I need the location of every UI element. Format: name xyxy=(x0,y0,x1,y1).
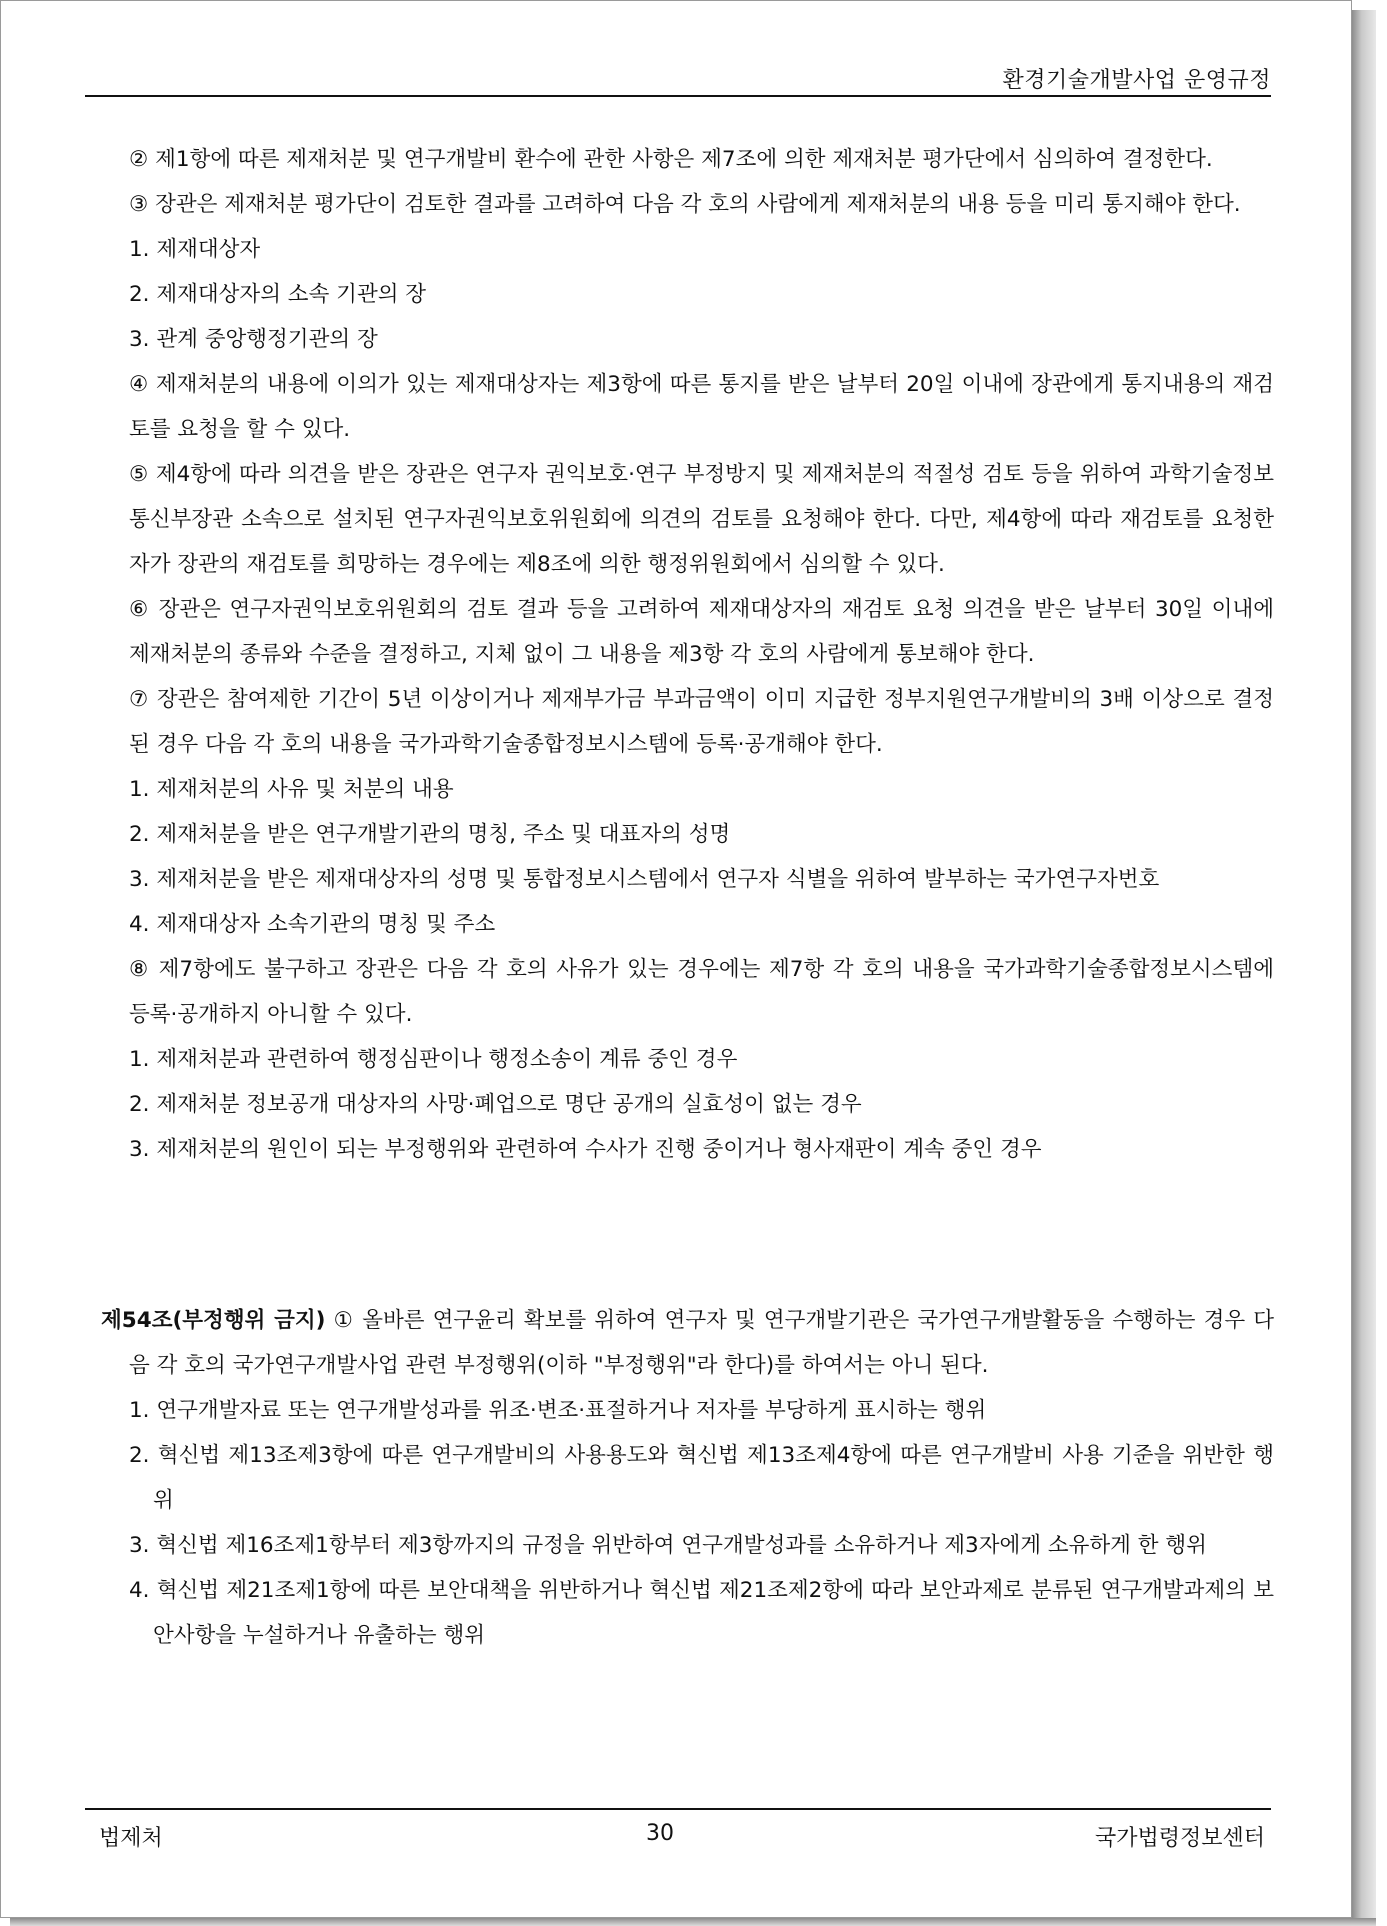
footer-publisher: 법제처 xyxy=(99,1826,163,1851)
list-item: 3. 혁신법 제16조제1항부터 제3항까지의 규정을 위반하여 연구개발성과를 소유하거나 제3자에게 소유하게 한 행위 xyxy=(129,1533,1207,1558)
article-54-body xyxy=(101,1298,1274,1658)
list-item: 4. 혁신법 제21조제1항에 따른 보안대책을 위반하거나 혁신법 제21조제2항에 따라 보안과제로 분류된 연구개발과제의 보안사항을 누설하거나 유출하는 행위 xyxy=(129,1578,1274,1648)
footer-divider xyxy=(85,1808,1271,1810)
list-item: 1. 제재처분과 관련하여 행정심판이나 행정소송이 계류 중인 경우 xyxy=(129,1047,738,1072)
paragraph-8: ⑧ 제7항에도 불구하고 장관은 다음 각 호의 사유가 있는 경우에는 제7항 각 호의 내용을 국가과학기술종합정보시스템에 등록·공개하지 아니할 수 있다. xyxy=(129,957,1274,1027)
article-54-lead-text: ① 올바른 연구윤리 확보를 위하여 연구자 및 연구개발기관은 국가연구개발활동을 수행하는 경우 다음 각 호의 국가연구개발사업 관련 부정행위(이하 "부정행위"라 한다)를 하여서는 아니 된다. xyxy=(129,1308,1274,1378)
article-54-title: 제54조(부정행위 금지) xyxy=(101,1308,326,1333)
paragraph-2: ② 제1항에 따른 제재처분 및 연구개발비 환수에 관한 사항은 제7조에 의한 제재처분 평가단에서 심의하여 결정한다. xyxy=(129,147,1213,172)
list-item: 1. 제재대상자 xyxy=(129,237,261,262)
article-54-lead xyxy=(101,1298,1274,1388)
header-title: 환경기술개발사업 운영규정 xyxy=(1002,68,1271,93)
header-divider xyxy=(85,95,1271,97)
list-item: 3. 관계 중앙행정기관의 장 xyxy=(129,327,378,352)
list-item: 4. 제재대상자 소속기관의 명칭 및 주소 xyxy=(129,912,496,937)
paragraph-4: ④ 제재처분의 내용에 이의가 있는 제재대상자는 제3항에 따른 통지를 받은 날부터 20일 이내에 장관에게 통지내용의 재검토를 요청을 할 수 있다. xyxy=(129,372,1274,442)
page-number: 30 xyxy=(646,1821,674,1846)
article-54-items xyxy=(101,1388,1274,1658)
list-item: 1. 연구개발자료 또는 연구개발성과를 위조·변조·표절하거나 저자를 부당하게 표시하는 행위 xyxy=(129,1398,987,1423)
paragraph-6: ⑥ 장관은 연구자권익보호위원회의 검토 결과 등을 고려하여 제재대상자의 재검토 요청 의견을 받은 날부터 30일 이내에 제재처분의 종류와 수준을 결정하고, 지체 없이 그 내용을 제3항 각 호의 사람에게 통보해야 한다. xyxy=(129,597,1274,667)
list-item: 2. 혁신법 제13조제3항에 따른 연구개발비의 사용용도와 혁신법 제13조제4항에 따른 연구개발비 사용 기준을 위반한 행위 xyxy=(129,1443,1274,1513)
paragraph-5: ⑤ 제4항에 따라 의견을 받은 장관은 연구자 권익보호·연구 부정방지 및 제재처분의 적절성 검토 등을 위하여 과학기술정보통신부장관 소속으로 설치된 연구자권익보호위원회에 의견의 검토를 요청해야 한다. 다만, 제4항에 따라 재검토를 요청한 자가 장관의 재검토를 희망하는 경우에는 제8조에 의한 행정위원회에서 심의할 수 있다. xyxy=(129,462,1274,577)
list-item: 1. 제재처분의 사유 및 처분의 내용 xyxy=(129,777,454,802)
footer-source: 국가법령정보센터 xyxy=(1094,1826,1265,1851)
paragraph-3: ③ 장관은 제재처분 평가단이 검토한 결과를 고려하여 다음 각 호의 사람에게 제재처분의 내용 등을 미리 통지해야 한다. xyxy=(129,192,1241,217)
paragraph-7: ⑦ 장관은 참여제한 기간이 5년 이상이거나 제재부가금 부과금액이 이미 지급한 정부지원연구개발비의 3배 이상으로 결정된 경우 다음 각 호의 내용을 국가과학기술종합정보시스템에 등록·공개해야 한다. xyxy=(129,687,1274,757)
page-shadow xyxy=(1352,10,1376,1922)
list-item: 3. 제재처분의 원인이 되는 부정행위와 관련하여 수사가 진행 중이거나 형사재판이 계속 중인 경우 xyxy=(129,1137,1042,1162)
list-item: 2. 제재처분 정보공개 대상자의 사망·폐업으로 명단 공개의 실효성이 없는 경우 xyxy=(129,1092,862,1117)
list-item: 2. 제재처분을 받은 연구개발기관의 명칭, 주소 및 대표자의 성명 xyxy=(129,822,731,847)
section-53-body xyxy=(129,137,1274,1172)
page-shadow xyxy=(10,1918,1376,1926)
list-item: 3. 제재처분을 받은 제재대상자의 성명 및 통합정보시스템에서 연구자 식별을 위하여 발부하는 국가연구자번호 xyxy=(129,867,1160,892)
list-item: 2. 제재대상자의 소속 기관의 장 xyxy=(129,282,427,307)
